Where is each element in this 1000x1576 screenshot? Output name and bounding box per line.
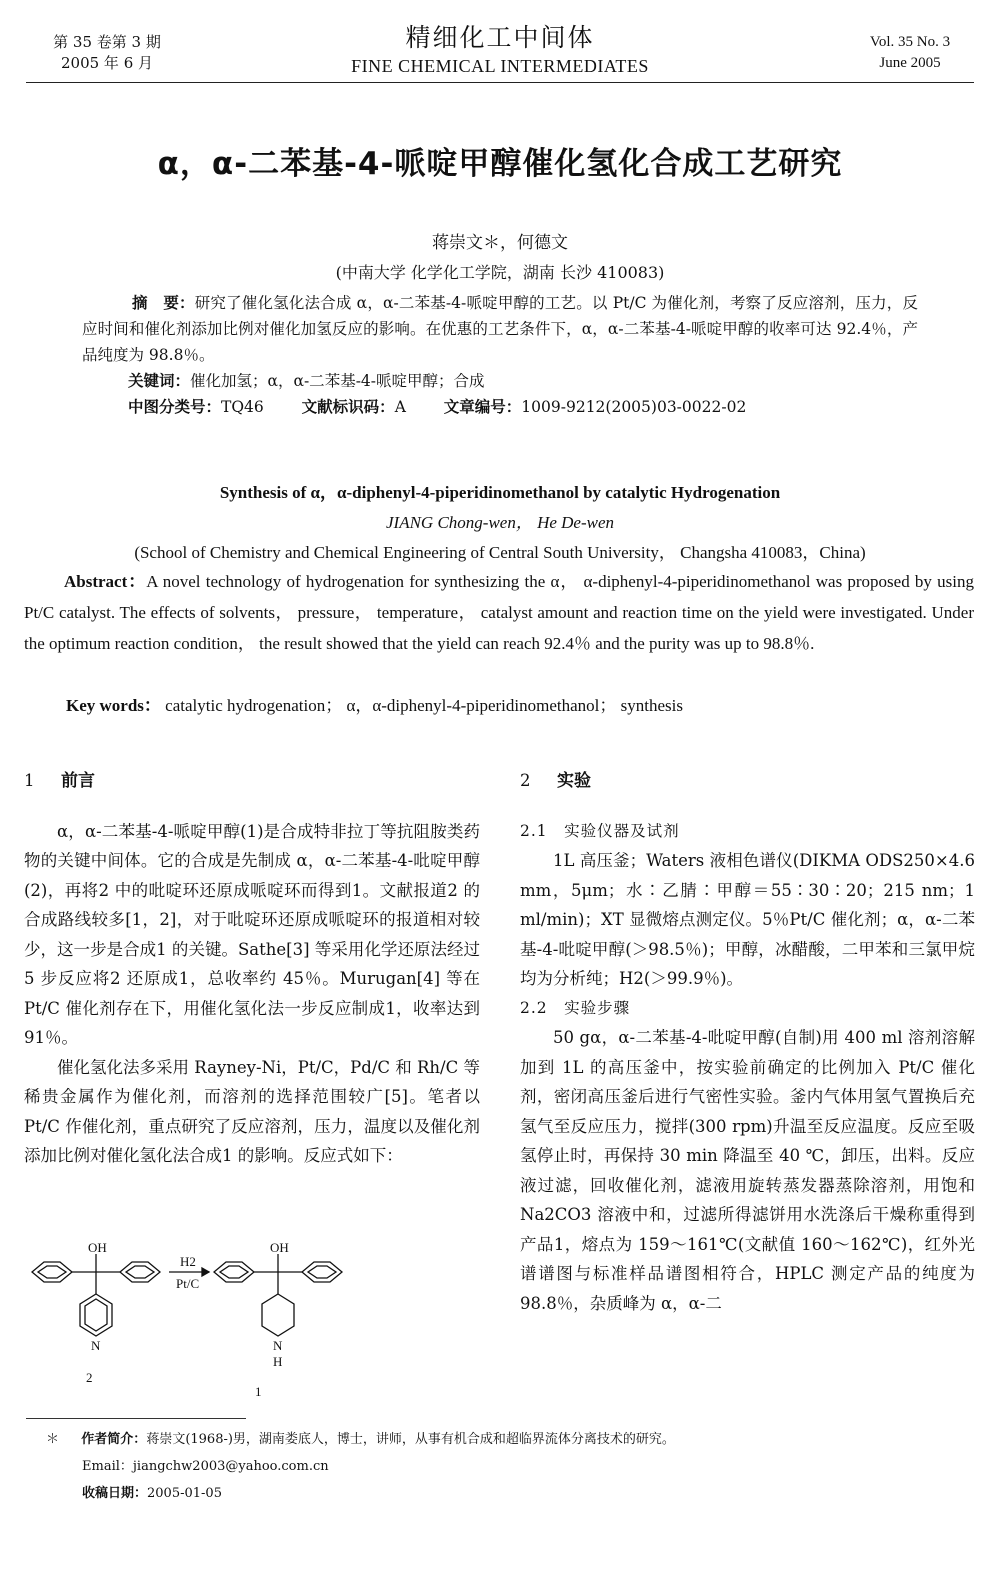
reaction-scheme — [24, 1240, 480, 1408]
bio-text: 蒋崇文(1968-)男，湖南娄底人，博士，讲师，从事有机合成和超临界流体分离技术的研究。 — [146, 1432, 675, 1447]
phenyl-ring-right — [120, 1262, 160, 1282]
article-no-value: 1009-9212(2005)03-0022-02 — [521, 398, 747, 416]
piperidine-n: N — [273, 1338, 283, 1353]
phenyl-ring-left-product — [214, 1262, 254, 1282]
oh-label-product: OH — [270, 1240, 289, 1255]
author-bio — [46, 1426, 966, 1453]
issue-date: 2005 年 6 月 — [60, 54, 154, 72]
doc-code-value: A — [394, 398, 406, 416]
paper-authors: 蒋崇文＊，何德文 — [432, 233, 568, 253]
footnote — [46, 1426, 966, 1507]
footnote-star: ＊ — [46, 1432, 60, 1447]
issue-date-en: June 2005 — [879, 55, 941, 71]
piperidine-ring — [262, 1294, 294, 1336]
oh-label-reactant: OH — [88, 1240, 107, 1255]
en-authors: JIANG Chong-wen， He De-wen — [385, 513, 615, 532]
cn-abstract-label: 摘 要： — [132, 294, 195, 312]
footnote-rule — [26, 1418, 246, 1419]
cn-abstract-text: 研究了催化氢化法合成 α，α-二苯基-4-哌啶甲醇的工艺。以 Pt/C 为催化剂，考察了反应溶剂，压力，反应时间和催化剂添加比例对催化加氢反应的影响。在优惠的工艺条件下，α，α-二苯基-4-哌啶甲醇的收率可达 92.4％，产品纯度为 98.8％。 — [82, 294, 918, 364]
issue-volume-en: Vol. 35 No. 3 — [869, 34, 951, 50]
section-1-para-2: 催化氢化法多采用 Rayney-Ni，Pt/C，Pd/C 和 Rh/C 等稀贵金属作为催化剂，而溶剂的选择范围较广[5]。笔者以 Pt/C 作催化剂，重点研究了反应溶剂，压力，温度以及催化剂添加比例对催化氢化法合成1 的影响。反应式如下： — [24, 1057, 480, 1165]
arrow-head — [202, 1268, 209, 1276]
cn-keywords-text: 催化加氢；α，α-二苯基-4-哌啶甲醇；合成 — [190, 372, 485, 390]
journal-issue-en — [860, 32, 960, 74]
phenyl-ring-right-product — [302, 1262, 342, 1282]
pyridine-ring — [80, 1294, 112, 1336]
section-2-heading — [520, 766, 975, 797]
journal-title — [290, 22, 710, 78]
article-no-label: 文章编号： — [443, 398, 522, 416]
en-keywords — [66, 690, 976, 721]
subsection-2-2-title: 2.2 实验步骤 — [520, 998, 631, 1017]
section-1-number: 1 — [24, 771, 35, 790]
section-2-title: 实验 — [557, 771, 591, 791]
subsection-2-2-text: 50 gα，α-二苯基-4-吡啶甲醇(自制)用 400 ml 溶剂溶解加到 1L 的高压釜中，按实验前确定的比例加入 Pt/C 催化剂，密闭高压釜后进行气密性实验。釜内气体用氢气置换后充氢气至反应压力，搅拌(300 rpm)升温至反应温度。反应至吸氢停止时，再保持 30 min 降温至 40 ℃，卸压，出料。反应液过滤，回收催化剂，滤液用旋转蒸发器蒸除溶剂，用饱和 Na2CO3 溶液中和，过滤所得滤饼用水洗涤后干燥称重得到产品1，熔点为 159～161℃(文献值 160～162℃)，红外光谱谱图与标准样品谱图相符合，HPLC 测定产品的纯度为 98.8％，杂质峰为 α，α-二 — [520, 1028, 975, 1313]
cn-keywords — [82, 368, 918, 394]
doc-code-label: 文献标识码： — [301, 398, 395, 416]
cn-classification — [82, 394, 918, 420]
section-1-title: 前言 — [61, 771, 95, 791]
received-value: 2005-01-05 — [147, 1486, 222, 1501]
en-abstract-text: A novel technology of hydrogenation for synthesizing the α， α-diphenyl-4-piperidinomethanol was proposed by using Pt/C catalyst. The effects of solvents， pressure， temperature， catalyst amount and reaction time on the yield were investigated. Under the optimum reaction condition， the result showed that the yield can reach 92.4％ and the purity was up to 98.8％. — [24, 572, 974, 653]
paper-affiliation: (中南大学 化学化工学院，湖南 长沙 410083) — [335, 263, 665, 282]
header-rule — [26, 82, 974, 83]
cls-value: TQ46 — [221, 398, 264, 416]
en-keywords-label: Key words： — [66, 696, 161, 715]
section-2-number: 2 — [520, 771, 531, 790]
reagent-h2: H2 — [180, 1254, 196, 1269]
author-email: Email：jiangchw2003@yahoo.com.cn — [82, 1459, 329, 1474]
cn-abstract-para — [82, 290, 918, 368]
subsection-2-1-title: 2.1 实验仪器及试剂 — [520, 821, 680, 840]
received-date — [46, 1480, 966, 1507]
journal-issue — [48, 32, 166, 74]
compound-1-label: 1 — [255, 1384, 262, 1399]
section-1 — [24, 766, 480, 1171]
paper-title: α，α-二苯基-4-哌啶甲醇催化氢化合成工艺研究 — [157, 146, 843, 182]
section-2 — [520, 766, 975, 1318]
cn-keywords-label: 关键词： — [128, 372, 191, 390]
en-abstract-label: Abstract： — [64, 572, 147, 591]
en-abstract — [24, 566, 974, 659]
cls-label: 中图分类号： — [128, 398, 222, 416]
reagent-ptc: Pt/C — [176, 1276, 200, 1291]
en-title: Synthesis of α，α-diphenyl-4-piperidinomethanol by catalytic Hydrogenation — [219, 483, 781, 502]
received-label: 收稿日期： — [82, 1486, 148, 1501]
section-1-para-1: α，α-二苯基-4-哌啶甲醇(1)是合成特非拉丁等抗阻胺类药物的关键中间体。它的合成是先制成 α，α-二苯基-4-吡啶甲醇(2)，再将2 中的吡啶环还原成哌啶环而得到1。文献报道2 的合成路线较多[1，2]，对于吡啶环还原成哌啶环的报道相对较少，这一步是合成1 的关键。Sathe[3] 等采用化学还原法经过 5 步反应将2 还原成1，总收率约 45％。Murugan[4] 等在 Pt/C 催化剂存在下，用催化氢化法一步反应制成1，收率达到 91％。 — [24, 821, 480, 1047]
compound-2-label: 2 — [86, 1370, 93, 1385]
cn-abstract — [82, 290, 918, 420]
phenyl-ring-left — [32, 1262, 72, 1282]
en-keywords-text: catalytic hydrogenation； α，α-diphenyl-4-piperidinomethanol； synthesis — [165, 696, 683, 715]
issue-volume: 第 35 卷第 3 期 — [53, 33, 161, 51]
section-1-heading — [24, 766, 480, 797]
journal-title-cn: 精细化工中间体 — [405, 23, 595, 52]
journal-title-en: FINE CHEMICAL INTERMEDIATES — [351, 56, 649, 76]
subsection-2-1-text: 1L 高压釜；Waters 液相色谱仪(DIKMA ODS250×4.6 mm，5μm；水∶乙腈∶甲醇＝55∶30∶20；215 nm；1 ml/min)；XT 显微熔点测定仪。5％Pt/C 催化剂；α，α-二苯基-4-吡啶甲醇(＞98.5％)；甲醇，冰醋酸，二甲苯和三氯甲烷均为分析纯；H2(＞99.9％)。 — [520, 851, 975, 988]
pyridine-n: N — [91, 1338, 101, 1353]
bio-label: 作者简介： — [81, 1432, 147, 1447]
en-affiliation: (School of Chemistry and Chemical Engineering of Central South University， Changsha 410083，China) — [134, 543, 866, 562]
piperidine-h: H — [273, 1354, 283, 1369]
